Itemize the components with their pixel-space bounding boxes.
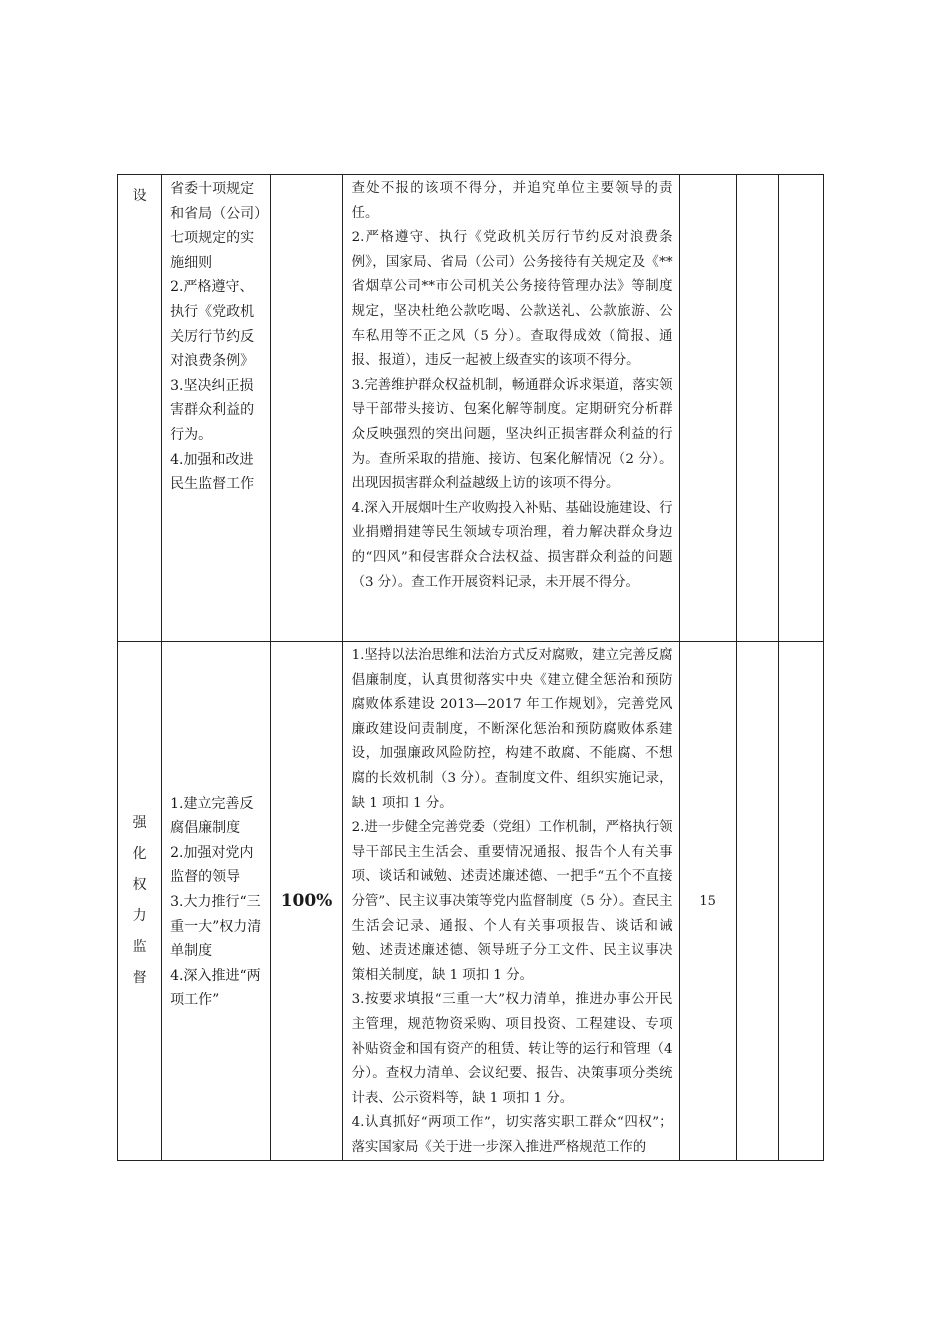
category-char: 权 xyxy=(132,877,147,894)
items-cell xyxy=(162,175,271,642)
list-item: 1.坚持以法治思维和法治方式反对腐败，建立完善反腐倡廉制度，认真贯彻落实中央《建立健全惩治和预防腐败体系建设 2013—2017 年工作规划》，完善党风廉政建设问责制度，不断深化惩治和预防腐败体系建设，加强廉政风险防控，构建不敢腐、不能腐、不想腐的长效机制（3 分）。查制度文件、组织实施记录，缺 1 项扣 1 分。 xyxy=(351,648,673,811)
list-item: 省委十项规定和省局（公司）七项规定的实施细则 xyxy=(170,181,262,271)
list-item: 3.坚决纠正损害群众利益的行为。 xyxy=(170,377,255,443)
list-item: 4.深入推进“两项工作” xyxy=(170,967,261,1009)
list-item: 1.建立完善反腐倡廉制度 xyxy=(170,795,254,837)
empty-cell xyxy=(736,642,778,1161)
list-item: 3.大力推行“三重一大”权力清单制度 xyxy=(170,893,262,960)
standard-cell xyxy=(342,642,679,1161)
list-item: 3.按要求填报“三重一大”权力清单，推进办事公开民主管理，规范物资采购、项目投资、工程建设、专项补贴资金和国有资产的租赁、转让等的运行和管理（4 分）。查权力清单、会议纪要、报告、决策事项分类统计表、公示资料等，缺 1 项扣 1 分。 xyxy=(351,992,673,1106)
category-cell xyxy=(118,642,162,1161)
table-row xyxy=(118,642,824,1161)
category-char: 力 xyxy=(132,908,147,925)
standard-cell xyxy=(342,175,679,642)
list-item: 2.严格遵守、执行《党政机关厉行节约反对浪费条例》，国家局、省局（公司）公务接待有关规定及《**省烟草公司**市公司机关公务接待管理办法》等制度规定，坚决杜绝公款吃喝、公款送礼、公款旅游、公车私用等不正之风（5 分）。查取得成效（简报、通报、报道），违反一起被上级查实的该项不得分。 xyxy=(351,230,673,369)
weight-cell: 100% xyxy=(271,642,342,1161)
empty-cell xyxy=(736,175,778,642)
category-cell: 设 xyxy=(118,175,162,642)
category-char: 强 xyxy=(132,815,147,832)
empty-cell xyxy=(778,175,823,642)
list-item: 2.进一步健全完善党委（党组）工作机制，严格执行领导干部民主生活会、重要情况通报、报告个人有关事项、谈话和诫勉、述责述廉述德、一把手“五个不直接分管”、民主议事决策等党内监督制度（5 分）。查民主生活会记录、通报、个人有关事项报告、谈话和诫勉、述责述廉述德、领导班子分工文件、民主议事决策相关制度，缺 1 项扣 1 分。 xyxy=(351,820,673,983)
list-item: 4.加强和改进民生监督工作 xyxy=(170,451,255,493)
table-row xyxy=(118,175,824,642)
list-item: 查处不报的该项不得分，并追究单位主要领导的责任。 xyxy=(351,181,673,221)
list-item: 4.认真抓好“两项工作”，切实落实职工群众“四权”；落实国家局《关于进一步深入推进严格规范工作的 xyxy=(351,1115,673,1155)
list-item: 4.深入开展烟叶生产收购投入补贴、基础设施建设、行业捐赠捐建等民生领域专项治理，着力解决群众身边的“四风”和侵害群众合法权益、损害群众利益的问题（3 分）。查工作开展资料记录，未开展不得分。 xyxy=(351,500,673,590)
category-char: 监 xyxy=(132,939,147,956)
weight-cell xyxy=(271,175,342,642)
score-cell xyxy=(679,175,736,642)
score-cell: 15 xyxy=(679,642,736,1161)
category-char: 化 xyxy=(132,846,147,863)
items-cell xyxy=(162,642,271,1161)
list-item: 3.完善维护群众权益机制，畅通群众诉求渠道，落实领导干部带头接访、包案化解等制度。定期研究分析群众反映强烈的突出问题，坚决纠正损害群众利益的行为。查所采取的措施、接访、包案化解情况（2 分）。出现因损害群众利益越级上访的该项不得分。 xyxy=(351,377,673,492)
empty-cell xyxy=(778,642,823,1161)
category-char: 督 xyxy=(132,970,147,987)
evaluation-table xyxy=(117,174,824,1161)
list-item: 2.加强对党内监督的领导 xyxy=(170,844,254,886)
list-item: 2.严格遵守、执行《党政机关厉行节约反对浪费条例》 xyxy=(170,279,255,370)
